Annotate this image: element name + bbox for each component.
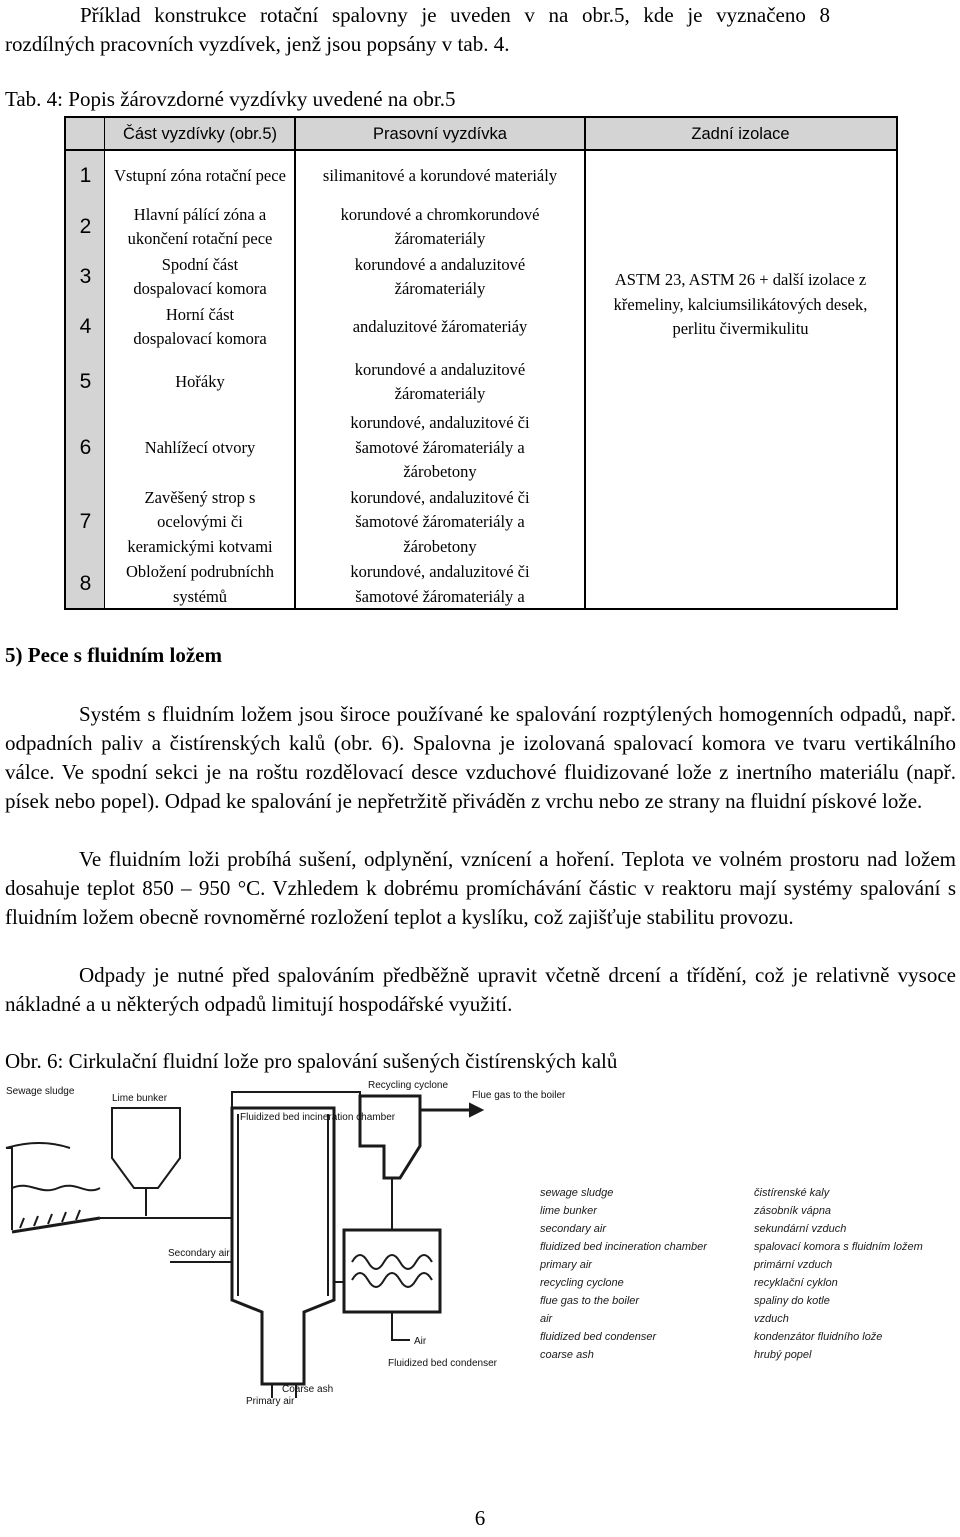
row-number-5: 5 bbox=[66, 352, 105, 412]
row-number-7: 7 bbox=[66, 484, 105, 561]
row-part-6: Nahlížecí otvory bbox=[144, 437, 256, 457]
table-line bbox=[584, 118, 586, 608]
page-number: 6 bbox=[474, 1506, 486, 1530]
table-header-part: Část vyzdívky (obr.5) bbox=[105, 118, 295, 150]
legend-cz-5: primární vzduch bbox=[754, 1259, 833, 1271]
legend-en-4: fluidized bed incineration chamber bbox=[540, 1241, 707, 1253]
row-part-4: Horní část dospalovací komora bbox=[133, 304, 267, 348]
legend-cz-2: zásobník vápna bbox=[754, 1205, 832, 1217]
row-lining-5: korundové a andaluzitové žáromateriály bbox=[354, 359, 526, 403]
row-number-8: 8 bbox=[66, 561, 105, 608]
label-flue-gas: Flue gas to the boiler bbox=[472, 1090, 566, 1101]
legend-cz-1: čistírenské kaly bbox=[754, 1187, 830, 1199]
insulation-cell: ASTM 23, ASTM 26 + další izolace z křemeliny, kalciumsilikátových desek, perlitu čivermikulitu bbox=[613, 270, 868, 338]
intro-line-2: rozdílných pracovních vyzdívek, jenž jsou popsány v tab. 4. bbox=[5, 32, 510, 56]
label-air: Air bbox=[414, 1336, 427, 1347]
label-lime-bunker: Lime bunker bbox=[112, 1093, 168, 1104]
legend-en-2: lime bunker bbox=[540, 1205, 597, 1217]
legend-cz-8: vzduch bbox=[754, 1313, 789, 1325]
row-lining-6: korundové, andaluzitové či šamotové žáromateriály a žárobetony bbox=[350, 413, 530, 482]
legend-en-5: primary air bbox=[540, 1259, 592, 1271]
label-secondary-air: Secondary air bbox=[168, 1248, 230, 1259]
paragraph-1: Systém s fluidním ložem jsou široce používané ke spalování rozptýlených homogenních odpadů, např. odpadních paliv a čistírenských kalů (obr. 6). Spalovna je izolovaná spalovací komora ve tvaru vertikálního válce. Ve spodní sekci je na roštu rozdělovací desce vzduchové fluidizované lože z inertního materiálu (např. písek nebo popel). Odpad ke spalování je nepřetržitě přiváděn z vrchu nebo ze strany na fluidní pískové lože. bbox=[5, 702, 956, 813]
row-number-1: 1 bbox=[66, 150, 105, 202]
label-primary-air: Primary air bbox=[246, 1396, 295, 1407]
row-lining-7: korundové, andaluzitové či šamotové žáromateriály a žárobetony bbox=[350, 487, 530, 556]
table-header-insulation: Zadní izolace bbox=[585, 118, 896, 150]
row-lining-3: korundové a andaluzitové žáromateriály bbox=[354, 254, 526, 298]
fluidized-bed-diagram bbox=[0, 1080, 960, 1410]
row-number-4: 4 bbox=[66, 302, 105, 352]
legend-en-7: flue gas to the boiler bbox=[540, 1295, 640, 1307]
legend-cz-3: sekundární vzduch bbox=[754, 1223, 847, 1235]
row-lining-2: korundové a chromkorundové žáromateriály bbox=[340, 204, 540, 248]
legend-en-9: fluidized bed condenser bbox=[540, 1331, 657, 1343]
row-part-1: Vstupní zóna rotační pece bbox=[114, 165, 286, 185]
intro-line-1: Příklad konstrukce rotační spalovny je uveden v na obr.5, kde je vyznačeno 8 bbox=[80, 3, 830, 27]
figure-caption: Obr. 6: Cirkulační fluidní lože pro spalování sušených čistírenských kalů bbox=[5, 1049, 618, 1073]
legend-en-3: secondary air bbox=[540, 1223, 607, 1235]
legend-cz-6: recyklační cyklon bbox=[754, 1277, 838, 1289]
table-line bbox=[104, 118, 105, 608]
legend-en-8: air bbox=[540, 1313, 553, 1325]
table-header-corner bbox=[66, 118, 105, 150]
row-part-5: Hořáky bbox=[175, 371, 225, 391]
table-line bbox=[294, 118, 296, 608]
row-lining-8: korundové, andaluzitové či šamotové žáromateriály a bbox=[350, 562, 530, 606]
label-cyclone: Recycling cyclone bbox=[368, 1080, 449, 1091]
legend-cz-7: spaliny do kotle bbox=[754, 1295, 830, 1307]
label-sewage-sludge: Sewage sludge bbox=[6, 1086, 75, 1097]
row-part-8: Obložení podrubníchh systémů bbox=[125, 562, 274, 606]
section-heading: 5) Pece s fluidním ložem bbox=[5, 643, 222, 667]
legend-en-6: recycling cyclone bbox=[540, 1277, 624, 1289]
table-header-lining: Prasovní vyzdívka bbox=[295, 118, 585, 150]
label-coarse-ash: Coarse ash bbox=[282, 1384, 334, 1395]
paragraph-3: Odpady je nutné před spalováním předběžně upravit včetně drcení a třídění, což je relativně vysoce nákladné a u některých odpadů limitují hospodářské využití. bbox=[5, 963, 956, 1016]
table-line bbox=[66, 149, 896, 151]
legend-cz-10: hrubý popel bbox=[754, 1349, 812, 1361]
table-caption: Tab. 4: Popis žárovzdorné vyzdívky uvedené na obr.5 bbox=[5, 87, 456, 111]
legend-en-1: sewage sludge bbox=[540, 1187, 614, 1199]
row-part-2: Hlavní pálící zóna a ukončení rotační pece bbox=[127, 204, 273, 248]
legend-cz-9: kondenzátor fluidního lože bbox=[754, 1331, 883, 1343]
row-part-7: Zavěšený strop s ocelovými či keramickými kotvami bbox=[127, 487, 273, 556]
label-fbi: Fluidized bed incineration chamber bbox=[240, 1112, 396, 1123]
row-number-3: 3 bbox=[66, 252, 105, 302]
row-number-2: 2 bbox=[66, 202, 105, 252]
row-lining-1: silimanitové a korundové materiály bbox=[322, 165, 558, 185]
row-number-6: 6 bbox=[66, 412, 105, 484]
row-lining-4: andaluzitové žáromateriáy bbox=[352, 316, 528, 336]
legend-cz-4: spalovací komora s fluidním ložem bbox=[754, 1241, 923, 1253]
legend-en-10: coarse ash bbox=[540, 1349, 594, 1361]
label-condenser: Fluidized bed condenser bbox=[388, 1358, 497, 1369]
paragraph-2: Ve fluidním loži probíhá sušení, odplynění, vznícení a hoření. Teplota ve volném prostoru nad ložem dosahuje teplot 850 – 950 °C. Vzhledem k dobrému promíchávání částic v reaktoru mají systémy spalování s fluidním ložem obecně rovnoměrné rozložení teplot a kyslíku, což zajišťuje stabilitu provozu. bbox=[5, 847, 956, 929]
lining-table bbox=[64, 116, 898, 610]
row-part-3: Spodní část dospalovací komora bbox=[133, 254, 267, 298]
